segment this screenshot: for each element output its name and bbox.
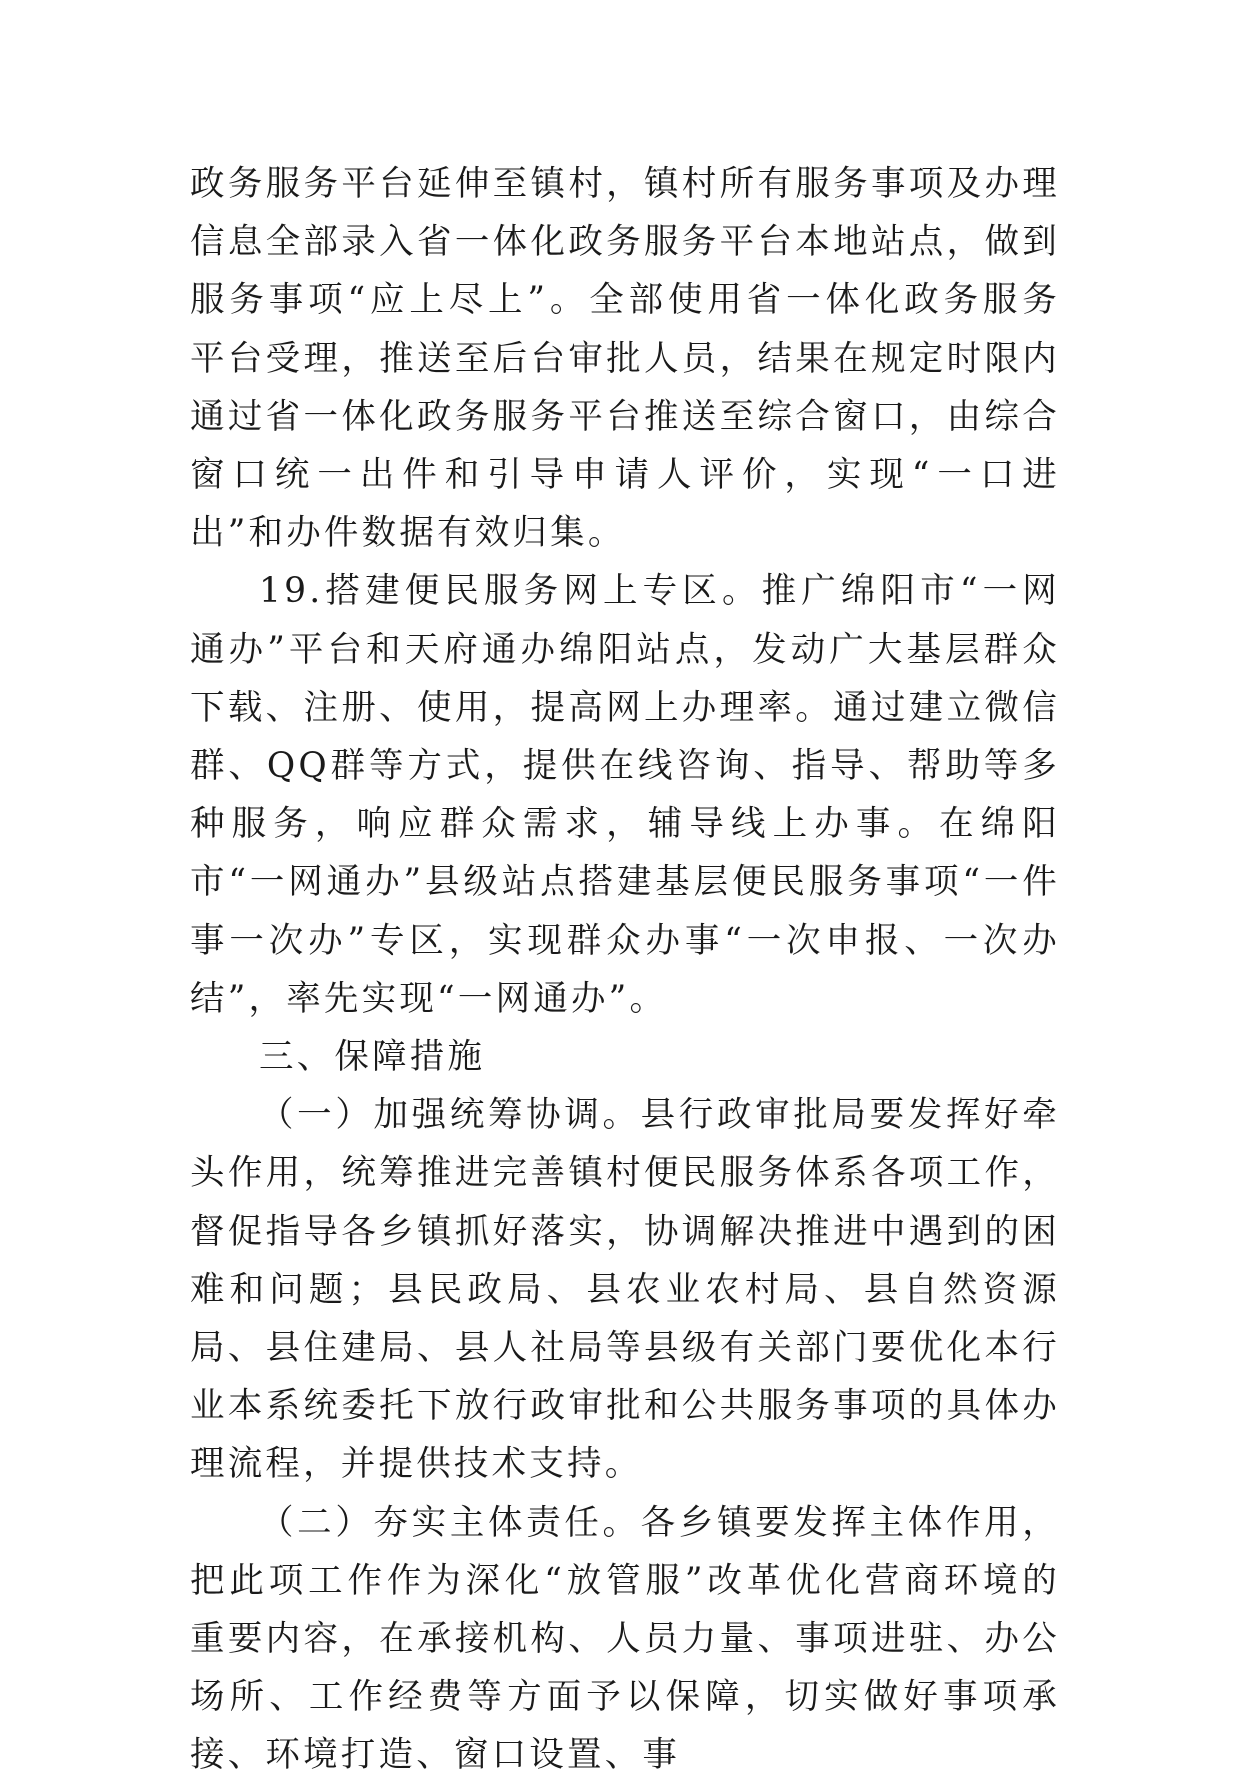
- section-heading-safeguards: 三、保障措施: [259, 1037, 486, 1078]
- document-body: [190, 155, 1060, 1785]
- paragraph-coordination: （一）加强统筹协调。县行政审批局要发挥好牵头作用，统筹推进完善镇村便民服务体系各项工作，督促指导各乡镇抓好落实，协调解决推进中遇到的困难和问题；县民政局、县农业农村局、县自然资源局、县住建局、县人社局等县级有关部门要优化本行业本系统委托下放行政审批和公共服务事项的具体办理流程，并提供技术支持。: [190, 1095, 1060, 1485]
- paragraph-continuation: 政务服务平台延伸至镇村，镇村所有服务事项及办理信息全部录入省一体化政务服务平台本地站点，做到服务事项“应上尽上”。全部使用省一体化政务服务平台受理，推送至后台审批人员，结果在规定时限内通过省一体化政务服务平台推送至综合窗口，由综合窗口统一出件和引导申请人评价，实现“一口进出”和办件数据有效归集。: [190, 164, 1060, 554]
- paragraph-responsibility: （二）夯实主体责任。各乡镇要发挥主体作用，把此项工作作为深化“放管服”改革优化营商环境的重要内容，在承接机构、人员力量、事项进驻、办公场所、工作经费等方面予以保障，切实做好事项承接、环境打造、窗口设置、事: [190, 1502, 1060, 1776]
- paragraph-item-19: 19.搭建便民服务网上专区。推广绵阳市“一网通办”平台和天府通办绵阳站点，发动广大基层群众下载、注册、使用，提高网上办理率。通过建立微信群、QQ群等方式，提供在线咨询、指导、帮助等多种服务，响应群众需求，辅导线上办事。在绵阳市“一网通办”县级站点搭建基层便民服务事项“一件事一次办”专区，实现群众办事“一次申报、一次办结”，率先实现“一网通办”。: [190, 571, 1060, 1019]
